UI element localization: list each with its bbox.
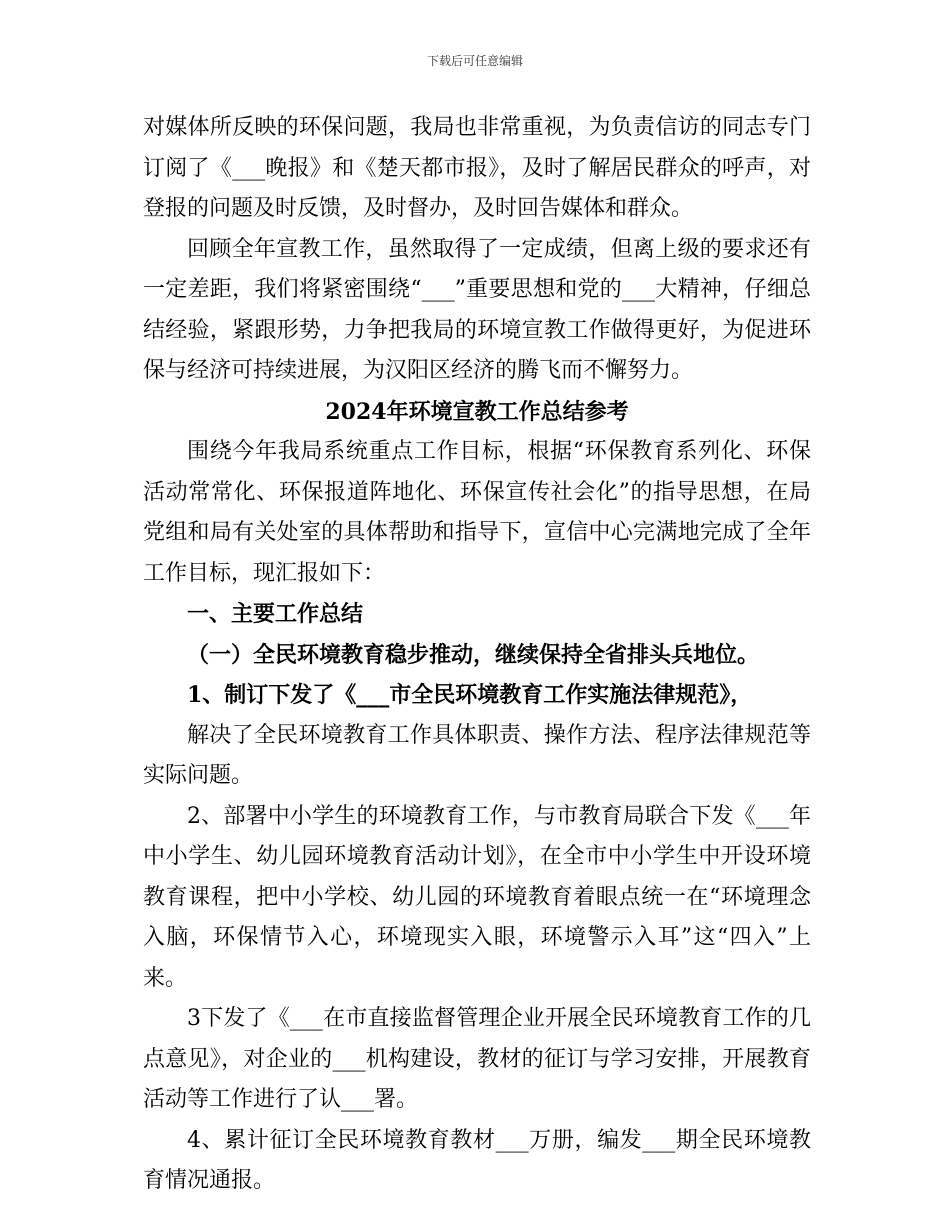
item-heading-regulation: 1、制订下发了《___市全民环境教育工作实施法律规范》， [187,682,753,708]
paragraph-regulation-detail: 解决了全民环境教育工作具体职责、操作方法、程序法律规范等实际问题。 [143,722,811,788]
paragraph-enterprise-opinion: 3下发了《___在市直接监督管理企业开展全民环境教育工作的几点意见》，对企业的___机构建设，教材的征订与学习安排，开展教育活动等工作进行了认___署。 [143,1006,811,1112]
paragraph-media-issues: 对媒体所反映的环保问题，我局也非常重视，为负责信访的同志专门订阅了《___晚报》和《楚天都市报》，及时了解居民群众的呼声，对登报的问题及时反馈，及时督办，及时回告媒体和群众。 [143,115,811,221]
section-heading-main-work: 一、主要工作总结 [187,601,364,627]
paragraph-textbooks: 4、累计征订全民环境教育教材___万册，编发___期全民环境教育情况通报。 [143,1127,811,1193]
subsection-heading-education: （一）全民环境教育稳步推动，继续保持全省排头兵地位。 [187,641,760,668]
paragraph-review: 回顾全年宣教工作，虽然取得了一定成绩，但离上级的要求还有一定差距，我们将紧密围绕“___”重要思想和党的___大精神，仔细总结经验，紧跟形势，力争把我局的环境宣教工作做得更好，为促进环保与经济可持续进展，为汉阳区经济的腾飞而不懈努力。 [143,236,811,383]
page-header: 下载后可任意编辑 [426,54,523,68]
document-body [143,108,811,1202]
document-title: 2024年环境宣教工作总结参考 [325,398,629,425]
paragraph-school-education: 2、部署中小学生的环境教育工作，与市教育局联合下发《___年中小学生、幼儿园环境教育活动计划》，在全市中小学生中开设环境教育课程，把中小学校、幼儿园的环境教育着眼点统一在“环境理念入脑，环保情节入心，环境现实入眼，环境警示入耳”这“四入”上来。 [143,803,811,991]
paragraph-intro: 围绕今年我局系统重点工作目标，根据“环保教育系列化、环保活动常常化、环保报道阵地化、环保宣传社会化”的指导思想，在局党组和局有关处室的具体帮助和指导下，宣信中心完满地完成了全年工作目标，现汇报如下： [143,439,811,586]
